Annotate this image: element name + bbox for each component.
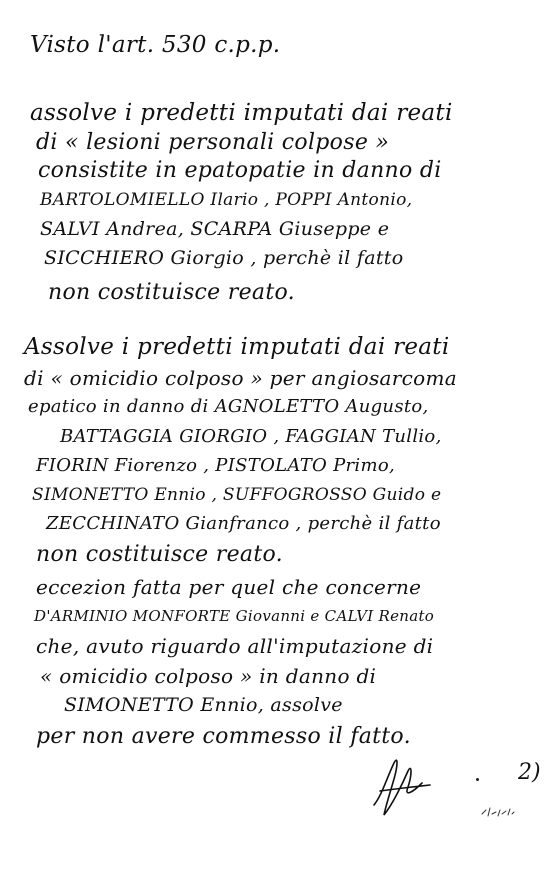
stamp-mark bbox=[480, 802, 530, 822]
text-line-11: epatico in danno di AGNOLETTO Augusto, bbox=[28, 396, 429, 417]
text-line-4: consistite in epatopatie in danno di bbox=[38, 158, 442, 183]
text-line-9: Assolve i predetti imputati dai reati bbox=[24, 334, 450, 360]
text-line-14: SIMONETTO Ennio , SUFFOGROSSO Guido e bbox=[32, 485, 442, 505]
text-line-2: assolve i predetti imputati dai reati bbox=[30, 100, 453, 126]
text-line-21: SIMONETTO Ennio, assolve bbox=[64, 694, 343, 716]
text-line-5: BARTOLOMIELLO Ilario , POPPI Antonio, bbox=[40, 190, 413, 210]
text-line-13: FIORIN Fiorenzo , PISTOLATO Primo, bbox=[36, 455, 395, 476]
text-line-10: di « omicidio colposo » per angiosarcoma bbox=[24, 366, 457, 390]
text-line-18: D'ARMINIO MONFORTE Giovanni e CALVI Renato bbox=[34, 607, 435, 625]
text-line-16: non costituisce reato. bbox=[36, 542, 283, 567]
text-line-7: SICCHIERO Giorgio , perchè il fatto bbox=[44, 247, 404, 269]
text-line-17: eccezion fatta per quel che concerne bbox=[36, 575, 422, 599]
text-line-15: ZECCHINATO Gianfranco , perchè il fatto bbox=[46, 513, 441, 534]
page-number: 2) bbox=[518, 760, 541, 785]
text-line-8: non costituisce reato. bbox=[48, 280, 295, 305]
ink-dot bbox=[476, 778, 479, 781]
text-line-12: BATTAGGIA GIORGIO , FAGGIAN Tullio, bbox=[60, 426, 442, 447]
text-line-3: di « lesioni personali colpose » bbox=[36, 130, 390, 155]
text-line-20: « omicidio colposo » in danno di bbox=[40, 664, 377, 688]
text-line-22: per non avere commesso il fatto. bbox=[36, 724, 411, 749]
text-line-6: SALVI Andrea, SCARPA Giuseppe e bbox=[40, 218, 390, 240]
signature-mark bbox=[368, 735, 438, 825]
text-line-1: Visto l'art. 530 c.p.p. bbox=[30, 32, 281, 58]
text-line-19: che, avuto riguardo all'imputazione di bbox=[36, 634, 434, 658]
